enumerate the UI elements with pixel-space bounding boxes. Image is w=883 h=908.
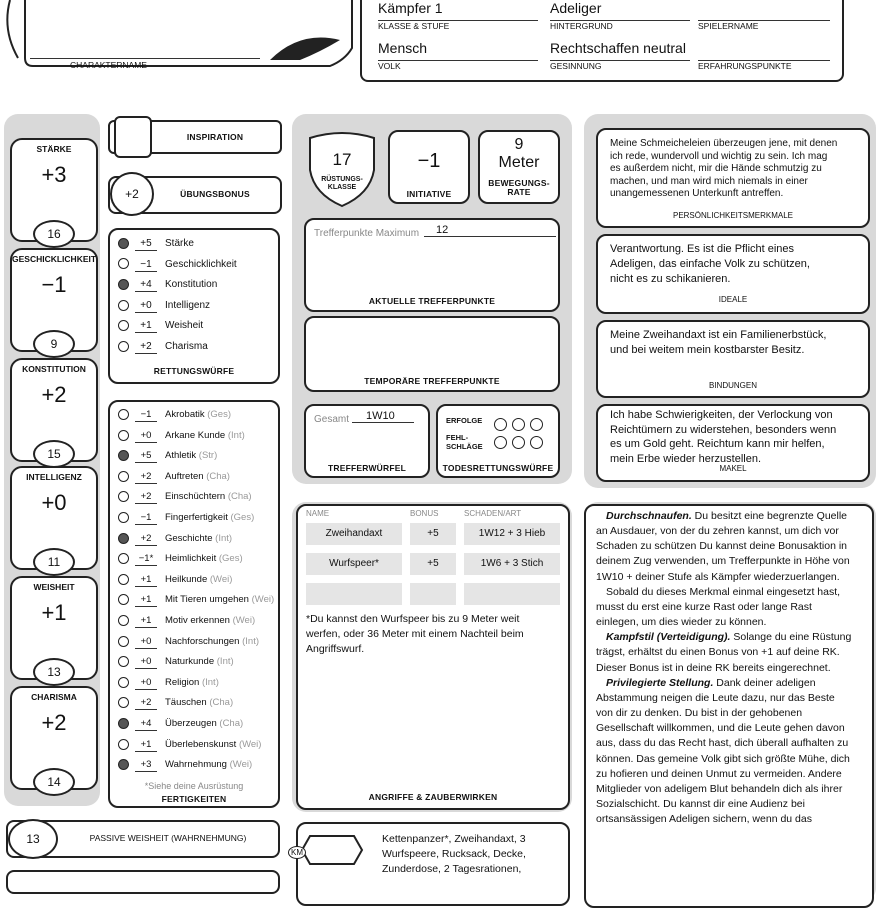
death-success-checkbox[interactable] xyxy=(512,418,525,431)
skill-name: Heilkunde xyxy=(165,573,208,585)
saving-throw-name: Stärke xyxy=(165,238,194,249)
feature-text: Solange du eine Rüstung trägst, erhältst du einen Bonus von +1 auf deine RK. Dieser Bonus ist in deine RK bereits eingerechnet. xyxy=(596,631,852,674)
bonds-label: BINDUNGEN xyxy=(708,381,757,390)
attack-header: NAME xyxy=(306,509,330,518)
skill-value: +0 xyxy=(135,655,157,669)
proficiency-dot-icon[interactable] xyxy=(118,594,129,605)
skill-row[interactable] xyxy=(118,612,255,630)
character-name-input[interactable] xyxy=(30,52,260,59)
proficiency-dot-icon[interactable] xyxy=(118,320,129,331)
ability-name: WEISHEIT xyxy=(33,582,75,592)
proficiency-dot-icon[interactable] xyxy=(118,279,129,290)
skill-name: Wahrnehmung xyxy=(165,759,227,771)
skill-row[interactable] xyxy=(118,674,219,692)
skill-ability: (Wei) xyxy=(232,615,256,626)
proficiency-dot-icon[interactable] xyxy=(118,759,129,770)
skill-ability: (Ges) xyxy=(230,512,255,523)
background-label: HINTERGRUND xyxy=(550,20,690,31)
initiative-value[interactable]: −1 xyxy=(417,150,441,172)
ability-box xyxy=(10,686,98,790)
skill-value: +3 xyxy=(135,758,157,772)
scroll-banner-icon xyxy=(0,0,360,80)
skill-value: +2 xyxy=(135,490,157,504)
saving-throw-value: +5 xyxy=(135,237,157,251)
inspiration-label: INSPIRATION xyxy=(186,132,244,142)
ability-name: INTELLIGENZ xyxy=(26,472,82,482)
skill-name: Nachforschungen xyxy=(165,635,240,647)
proficiency-dot-icon[interactable] xyxy=(118,677,129,688)
skill-name: Überzeugen xyxy=(165,718,217,729)
skill-ability: (Ges) xyxy=(207,409,231,420)
skill-row[interactable] xyxy=(118,406,231,424)
feature-title: Kampfstil (Verteidigung). xyxy=(606,631,731,644)
race-value[interactable]: Mensch xyxy=(378,40,428,56)
skill-row[interactable] xyxy=(118,715,243,733)
temp-hp-label: TEMPORÄRE TREFFERPUNKTE xyxy=(364,376,500,386)
hit-dice-total-value[interactable]: 1W10 xyxy=(352,410,414,423)
death-fail-label: FEHL- SCHLÄGE xyxy=(446,433,483,451)
ideals-text[interactable]: Verantwortung. Es ist die Pflicht eines Adeligen, das einfache Volk zu schützen, nicht es zu schikanieren. xyxy=(610,243,810,285)
saving-throw-row[interactable] xyxy=(118,256,237,274)
skill-name: Einschüchtern xyxy=(165,491,226,503)
xp-label: ERFAHRUNGSPUNKTE xyxy=(698,60,830,71)
skill-ability: (Int) xyxy=(227,429,245,441)
proficiency-dot-icon[interactable] xyxy=(118,718,129,729)
attack-cell[interactable]: +5 xyxy=(410,523,456,545)
proficiency-dot-icon[interactable] xyxy=(118,471,129,482)
skill-name: Täuschen xyxy=(165,697,207,709)
skill-ability: (Wei) xyxy=(251,594,275,606)
proficiency-dot-icon[interactable] xyxy=(118,739,129,750)
alignment-value[interactable]: Rechtschaffen neutral xyxy=(550,40,686,56)
initiative-label: INITIATIVE xyxy=(406,189,452,199)
feature-paragraph xyxy=(596,509,852,585)
death-saves-label: TODESRETTUNGSWÜRFE xyxy=(442,463,554,473)
skill-ability: (Wei) xyxy=(209,573,233,585)
skill-row[interactable] xyxy=(118,653,234,671)
feature-title: Privilegierte Stellung. xyxy=(606,676,714,689)
saving-throw-value: +1 xyxy=(135,319,157,333)
features-text[interactable] xyxy=(596,509,852,827)
skill-row[interactable] xyxy=(118,447,217,465)
speed-value[interactable]: 9 Meter xyxy=(498,136,540,171)
ability-name: GESCHICKLICHKEIT xyxy=(12,254,97,264)
skill-value: +1 xyxy=(135,593,157,607)
flaws-label: MAKEL xyxy=(719,464,747,473)
feature-paragraph xyxy=(596,630,852,675)
attacks-note: *Du kannst den Wurfspeer bis zu 9 Meter weit werfen, oder 36 Meter mit einem Nachteil beim Angriffswurf. xyxy=(306,613,524,655)
bonds-text[interactable]: Meine Zweihandaxt ist ein Familienerbstück, und bei weitem mein kostbarster Besitz. xyxy=(610,329,827,356)
skill-ability: (Int) xyxy=(216,656,234,668)
skill-name: Überlebenskunst xyxy=(165,738,237,750)
ability-score[interactable]: 15 xyxy=(33,440,75,468)
ability-score[interactable]: 9 xyxy=(33,330,75,358)
attack-cell[interactable] xyxy=(410,583,456,605)
proficiency-dot-icon[interactable] xyxy=(118,512,129,523)
proficiency-dot-icon[interactable] xyxy=(118,615,129,626)
skill-value: +1 xyxy=(135,573,157,587)
saving-throw-row[interactable] xyxy=(118,317,203,335)
skill-ability: (Cha) xyxy=(209,697,234,709)
player-name-label: SPIELERNAME xyxy=(698,20,830,31)
saving-throw-name: Weisheit xyxy=(165,320,204,332)
character-name-label: CHARAKTERNAME xyxy=(70,60,147,70)
saving-throw-row[interactable] xyxy=(118,297,210,315)
proficiency-dot-icon[interactable] xyxy=(118,238,129,249)
hit-dice-label: TREFFERWÜRFEL xyxy=(328,463,406,473)
skill-ability: (Int) xyxy=(242,635,259,647)
skill-value: −1* xyxy=(135,552,157,566)
death-success-checkbox[interactable] xyxy=(530,418,543,431)
proficiency-dot-icon[interactable] xyxy=(118,300,129,311)
skills-title: FERTIGKEITEN xyxy=(161,794,227,804)
copper-coin-icon xyxy=(300,832,364,868)
skill-name: Arkane Kunde xyxy=(165,429,226,441)
proficiency-label: ÜBUNGSBONUS xyxy=(180,189,250,199)
death-fail-checkbox[interactable] xyxy=(512,436,525,449)
skill-row[interactable] xyxy=(118,736,261,754)
skill-name: Geschichte xyxy=(165,532,213,544)
proficiency-dot-icon[interactable] xyxy=(118,430,129,441)
ability-box xyxy=(10,138,98,242)
attack-cell[interactable] xyxy=(306,583,402,605)
ability-modifier[interactable]: +0 xyxy=(41,490,67,515)
feature-title: Durchschnaufen. xyxy=(606,510,692,522)
attack-header: SCHADEN/ART xyxy=(464,509,522,518)
passive-perception-value[interactable]: 13 xyxy=(8,819,58,859)
feature-paragraph xyxy=(596,585,852,630)
skills-footnote: *Siehe deine Ausrüstung xyxy=(144,781,244,791)
attack-cell[interactable]: 1W6 + 3 Stich xyxy=(464,553,560,575)
skill-value: +0 xyxy=(135,676,157,690)
proficiency-dot-icon[interactable] xyxy=(118,697,129,708)
copper-coin-label: KM xyxy=(288,846,306,859)
skill-ability: (Wei) xyxy=(229,759,253,771)
skill-ability: (Int) xyxy=(215,532,233,544)
proficiency-dot-icon[interactable] xyxy=(118,491,129,502)
attack-cell[interactable]: 1W12 + 3 Hieb xyxy=(464,523,560,545)
ability-modifier[interactable]: −1 xyxy=(41,272,67,297)
feature-text: Sobald du dieses Merkmal einmal eingesetzt hast, musst du erst eine kurze Rast oder lange Rast einlegen, um dies wieder zu können. xyxy=(596,585,841,629)
proficiency-dot-icon[interactable] xyxy=(118,341,129,352)
skill-row[interactable] xyxy=(118,694,233,712)
skill-ability: (Wei) xyxy=(238,738,262,750)
skill-name: Heimlichkeit xyxy=(165,553,217,565)
attacks-title: ANGRIFFE & ZAUBERWIRKEN xyxy=(368,792,498,802)
skill-name: Athletik xyxy=(165,450,197,462)
hit-dice-total-label: Gesamt xyxy=(314,414,350,425)
proficiency-dot-icon[interactable] xyxy=(118,533,129,544)
attack-cell[interactable]: +5 xyxy=(410,553,456,575)
armor-class-shield xyxy=(304,128,380,208)
proficiency-dot-icon[interactable] xyxy=(118,574,129,585)
passive-perception-label: PASSIVE WEISHEIT (WAHRNEHMUNG) xyxy=(89,833,247,843)
current-hp-label: AKTUELLE TREFFERPUNKTE xyxy=(368,296,496,306)
ability-modifier[interactable]: +2 xyxy=(41,382,67,407)
background-value[interactable]: Adeliger xyxy=(550,0,602,16)
ability-score[interactable]: 13 xyxy=(33,658,75,686)
saving-throw-value: +4 xyxy=(135,278,157,292)
traits-label: PERSÖNLICHKEITSMERKMALE xyxy=(672,211,794,220)
skill-value: −1 xyxy=(135,408,157,422)
saving-throw-row[interactable] xyxy=(118,235,194,253)
skill-ability: (Cha) xyxy=(206,470,230,482)
skill-name: Akrobatik xyxy=(165,409,205,420)
ability-score[interactable]: 16 xyxy=(33,220,75,248)
skill-name: Auftreten xyxy=(165,470,204,482)
character-name-banner xyxy=(0,0,360,80)
attack-cell[interactable]: Zweihandaxt xyxy=(306,523,402,545)
skill-ability: (Str) xyxy=(198,450,218,462)
inspiration-checkbox[interactable] xyxy=(114,116,152,158)
skill-row[interactable] xyxy=(118,591,274,609)
inspiration-box xyxy=(108,120,282,154)
skill-name: Motiv erkennen xyxy=(165,615,230,626)
skill-name: Fingerfertigkeit xyxy=(165,512,228,523)
proficiency-box xyxy=(108,176,282,214)
attack-header: BONUS xyxy=(410,509,439,518)
ability-box xyxy=(10,248,98,352)
proficiency-dot-icon[interactable] xyxy=(118,656,129,667)
saving-throw-value: −1 xyxy=(135,258,157,272)
ability-score[interactable]: 11 xyxy=(33,548,75,576)
skill-value: +2 xyxy=(135,696,157,710)
skill-value: +2 xyxy=(135,470,157,484)
saving-throw-name: Intelligenz xyxy=(165,299,211,311)
death-success-label: ERFOLGE xyxy=(446,416,483,425)
skill-row[interactable] xyxy=(118,550,243,568)
ability-modifier[interactable]: +2 xyxy=(41,710,67,735)
ability-modifier[interactable]: +1 xyxy=(41,600,67,625)
skill-ability: (Ges) xyxy=(218,553,243,565)
skill-value: −1 xyxy=(135,511,157,525)
skill-name: Mit Tieren umgehen xyxy=(165,594,249,606)
skill-row[interactable] xyxy=(118,468,230,486)
saving-throw-name: Geschicklichkeit xyxy=(165,258,237,270)
skill-row[interactable] xyxy=(118,509,254,527)
skill-value: +1 xyxy=(135,614,157,628)
skill-ability: (Cha) xyxy=(227,491,252,503)
skill-row[interactable] xyxy=(118,427,245,445)
armor-class-label: RÜSTUNGS- KLASSE xyxy=(321,176,363,191)
skill-row[interactable] xyxy=(118,756,252,774)
proficiency-dot-icon[interactable] xyxy=(118,553,129,564)
feature-text: Du besitzt eine begrenzte Quelle an Ausdauer, von der du zehren kannst, um dich vor Schaden zu schützen Du kannst deine Bonusaktion in deinem Zug verwenden, um Trefferpunkte in Höhe von 1W10 + deiner Stufe als Kämpfer wiederzuerlangen. xyxy=(596,510,850,583)
feature-paragraph xyxy=(596,676,852,828)
skill-value: +0 xyxy=(135,429,157,443)
alignment-label: GESINNUNG xyxy=(550,60,690,71)
skill-value: +1 xyxy=(135,738,157,752)
attack-cell[interactable]: Wurfspeer* xyxy=(306,553,402,575)
ability-score[interactable]: 14 xyxy=(33,768,75,796)
skill-row[interactable] xyxy=(118,488,252,506)
flaws-text[interactable]: Ich habe Schwierigkeiten, der Verlockung von Reichtümern zu widerstehen, besonders wenn es um Gold geht. Reichtum kann mir helfen, mein Erbe wieder herzustellen. xyxy=(610,409,837,465)
class-level-label: KLASSE & STUFE xyxy=(378,20,538,31)
ideals-label: IDEALE xyxy=(718,295,748,304)
hp-max-value[interactable]: 12 xyxy=(424,224,556,237)
skill-row[interactable] xyxy=(118,571,232,589)
skill-value: +0 xyxy=(135,635,157,649)
armor-class-value[interactable]: 17 xyxy=(332,150,352,169)
skill-value: +5 xyxy=(135,449,157,463)
class-level-value[interactable]: Kämpfer 1 xyxy=(378,0,443,16)
saving-throw-name: Konstitution xyxy=(165,279,218,291)
equipment-text[interactable]: Kettenpanzer*, Zweihandaxt, 3 Wurfspeere, Rucksack, Decke, Zunderdose, 2 Tagesrationen, xyxy=(382,833,526,875)
skill-name: Religion xyxy=(165,676,200,688)
hp-max-label: Trefferpunkte Maximum xyxy=(314,228,420,239)
saving-throw-row[interactable] xyxy=(118,276,217,294)
skill-row[interactable] xyxy=(118,530,232,548)
saving-throw-value: +2 xyxy=(135,340,157,354)
proficiency-dot-icon[interactable] xyxy=(118,409,129,420)
feature-text: Dank deiner adeligen Abstammung neigen die Leute dazu, nur das Beste von dir zu denken. Du bist in der gehobenen Gesellschaft willkommen, und die Leute gehen davon aus, dass du das Recht hast, dich überall aufhalten zu können. Das gemeine Volk gibt sich größte Mühe, dich zu hofieren und deinen Unmut zu vermeiden. Andere Mitglieder von adeligem Blut behandeln dich als ihrer Sozialschicht. Du kannst dir eine Audienz bei ortsansässigen Adeligen sichern, wenn du das xyxy=(596,676,850,826)
passive-perception-box xyxy=(6,820,280,858)
ability-box xyxy=(10,576,98,680)
proficiency-dot-icon[interactable] xyxy=(118,636,129,647)
ability-name: CHARISMA xyxy=(31,692,77,702)
ability-name: KONSTITUTION xyxy=(22,364,86,374)
attacks-box xyxy=(296,504,570,810)
skill-name: Naturkunde xyxy=(165,656,215,668)
saving-throw-name: Charisma xyxy=(165,341,208,352)
skill-ability: (Cha) xyxy=(219,718,244,729)
proficiency-dot-icon[interactable] xyxy=(118,258,129,269)
traits-text[interactable]: Meine Schmeicheleien überzeugen jene, mit denen ich rede, wundervoll und wichtig zu sein. Ich mag es außerdem nicht, mir die Hände schmutzig zu machen, und man wird mich niemals in einer unangemessenen Unterkunft antreffen. xyxy=(610,138,838,199)
saving-throws-title: RETTUNGSWÜRFE xyxy=(153,366,235,376)
proficiency-dot-icon[interactable] xyxy=(118,450,129,461)
race-label: VOLK xyxy=(378,60,538,71)
ability-box xyxy=(10,466,98,570)
proficiencies-box xyxy=(6,870,280,894)
saving-throw-value: +0 xyxy=(135,299,157,313)
ability-modifier[interactable]: +3 xyxy=(41,162,67,187)
skill-ability: (Int) xyxy=(201,676,219,688)
saving-throw-row[interactable] xyxy=(118,338,208,356)
death-fail-checkbox[interactable] xyxy=(494,436,507,449)
attack-cell[interactable] xyxy=(464,583,560,605)
proficiency-value[interactable]: +2 xyxy=(110,172,154,216)
death-success-checkbox[interactable] xyxy=(494,418,507,431)
death-fail-checkbox[interactable] xyxy=(530,436,543,449)
skill-row[interactable] xyxy=(118,633,259,651)
skill-value: +4 xyxy=(135,717,157,731)
ability-box xyxy=(10,358,98,462)
ability-name: STÄRKE xyxy=(36,144,72,154)
skill-value: +2 xyxy=(135,532,157,546)
speed-label: BEWEGUNGS- RATE xyxy=(488,178,550,197)
